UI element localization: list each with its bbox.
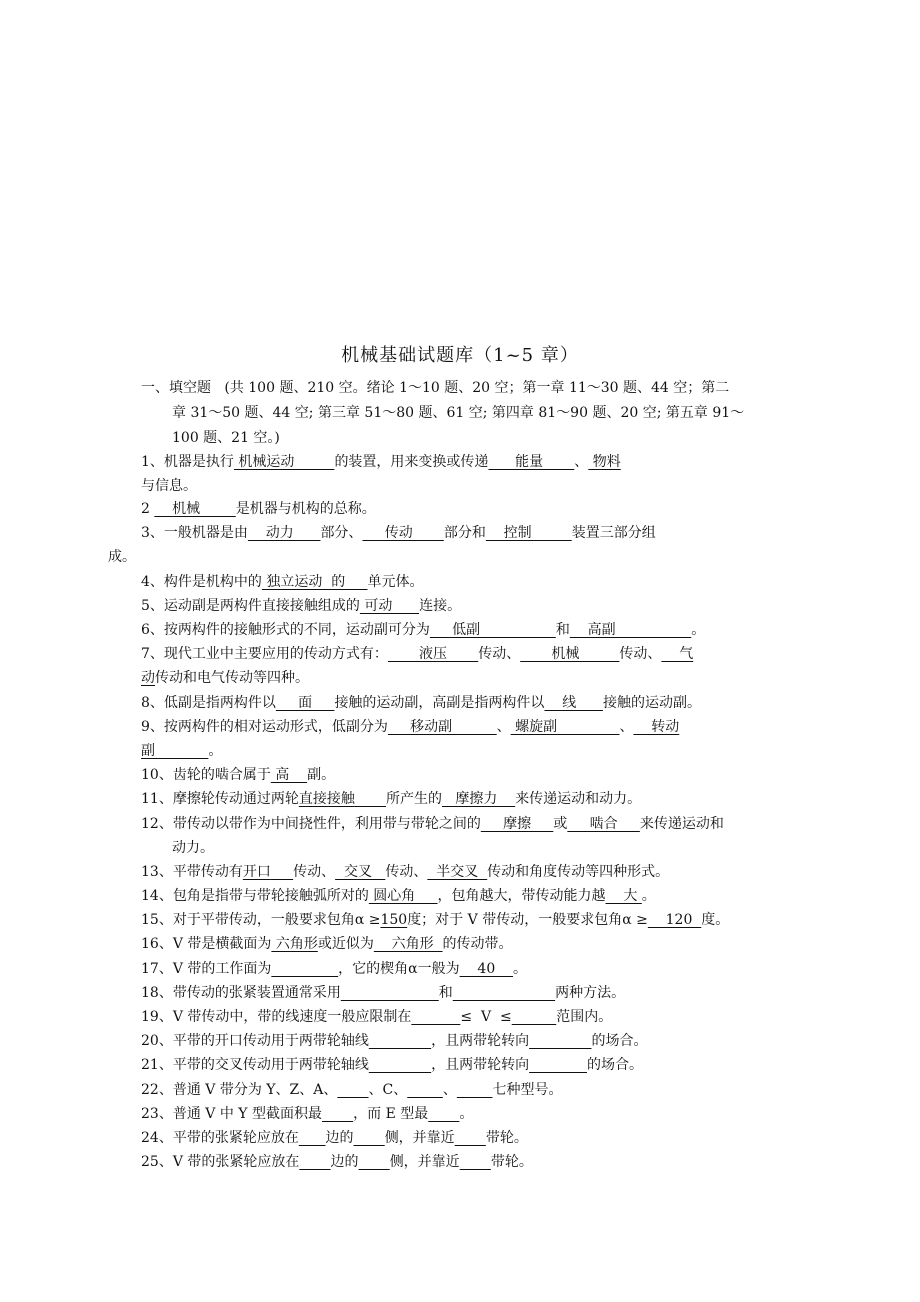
question-16 xyxy=(141,933,513,955)
section-heading xyxy=(141,377,729,399)
q1-text: 、 xyxy=(574,454,589,470)
q15-answer-1: 150 xyxy=(380,912,408,928)
q18-text: 两种方法。 xyxy=(555,985,626,1001)
question-20 xyxy=(141,1030,647,1052)
q13-answer-1: 开口 xyxy=(242,864,271,880)
q21-text: 的场合。 xyxy=(587,1057,643,1073)
q24-text: 24、平带的张紧轮应放在 xyxy=(141,1130,299,1146)
q8-answer-1: 面 xyxy=(275,695,335,711)
q11-answer-1-blank xyxy=(355,791,386,807)
q9-text: 、 xyxy=(619,719,634,735)
q10-text: 10、齿轮的啮合属于 xyxy=(141,767,271,783)
q24-text: 边的 xyxy=(325,1130,354,1146)
q24-blank-1 xyxy=(299,1130,326,1146)
q3-answer-2: 传动 xyxy=(362,525,444,541)
q5-text: 5、运动副是两构件直接接触组成的 xyxy=(141,598,360,614)
q1-text: 的装置，用来变换或传递 xyxy=(334,454,489,470)
q17-text: ，它的楔角α一般为 xyxy=(338,961,460,977)
q25-text: 25、V 带的张紧轮应放在 xyxy=(141,1154,300,1170)
section-note-line-3: 100 题、21 空。) xyxy=(172,430,280,446)
question-13 xyxy=(141,861,669,883)
q13-text: 传动、 xyxy=(385,864,428,880)
q17-text: 17、V 带的工作面为 xyxy=(141,961,272,977)
section-title: 一、填空题 xyxy=(141,380,211,396)
q21-text: ，且两带轮转向 xyxy=(431,1057,530,1073)
q13-answer-3: 半交叉 xyxy=(427,864,488,880)
q13-answer-2: 交叉 xyxy=(335,864,386,880)
q11-text: 11、摩擦轮传动通过两轮 xyxy=(141,791,299,807)
question-24 xyxy=(141,1127,528,1149)
question-21 xyxy=(141,1054,643,1076)
q15-text: 度。 xyxy=(701,912,730,928)
question-10 xyxy=(141,764,335,786)
q7-answer-1: 液压 xyxy=(387,646,479,662)
q9-text: 、 xyxy=(496,719,511,735)
q17-blank-1 xyxy=(271,961,338,977)
q8-text: 8、低副是指两构件以 xyxy=(141,695,276,711)
q25-blank-3 xyxy=(460,1154,491,1170)
q6-text: 和 xyxy=(555,622,570,638)
q19-text: ≤ V ≤ xyxy=(460,1009,512,1025)
q6-text: 6、按两构件的接触形式的不同，运动副可分为 xyxy=(141,622,430,638)
q20-blank-2 xyxy=(529,1033,591,1049)
q6-answer-2: 高副 xyxy=(569,622,692,638)
q20-blank-1 xyxy=(369,1033,431,1049)
q24-text: 带轮。 xyxy=(485,1130,528,1146)
q16-text: 16、V 带是横截面为 xyxy=(141,936,272,952)
q20-text: 20、平带的开口传动用于两带轮轴线 xyxy=(141,1033,369,1049)
q5-text: 连接。 xyxy=(419,598,462,614)
q23-text: ，而 E 型最 xyxy=(353,1106,429,1122)
q6-text: 。 xyxy=(691,622,706,638)
q14-text: 14、包角是指带与带轮接触弧所对的 xyxy=(141,888,369,904)
q24-text: 侧，并靠近 xyxy=(384,1130,455,1146)
q25-blank-2 xyxy=(359,1154,390,1170)
q3-text: 装置三部分组 xyxy=(571,525,656,541)
q16-answer-2: 六角形 xyxy=(373,936,443,952)
q22-blank-3 xyxy=(457,1082,493,1098)
q21-text: 21、平带的交叉传动用于两带轮轴线 xyxy=(141,1057,369,1073)
q14-text: 。 xyxy=(641,888,656,904)
q5-answer: 可动 xyxy=(359,598,420,614)
q18-text: 18、带传动的张紧装置通常采用 xyxy=(141,985,341,1001)
q24-blank-2 xyxy=(354,1130,385,1146)
q9-text: 。 xyxy=(208,743,223,759)
q11-answer-1: 直接接触 xyxy=(298,791,355,807)
question-8 xyxy=(141,692,701,714)
q24-blank-3 xyxy=(455,1130,486,1146)
q11-answer-2: 摩擦力 xyxy=(441,791,516,807)
q19-blank-1 xyxy=(411,1009,460,1025)
q11-text: 来传递运动和动力。 xyxy=(515,791,642,807)
q14-text: ，包角越大，带传动能力越 xyxy=(437,888,606,904)
q22-blank-1 xyxy=(337,1082,368,1098)
q9-text: 9、按两构件的相对运动形式，低副分为 xyxy=(141,719,388,735)
question-9-cont xyxy=(141,740,222,762)
question-3-cont: 成。 xyxy=(108,549,136,565)
q22-text: 七种型号。 xyxy=(492,1082,563,1098)
q23-blank-2 xyxy=(428,1106,459,1122)
question-14 xyxy=(141,885,656,907)
q13-text: 传动、 xyxy=(293,864,336,880)
q1-text: 1、机器是执行 xyxy=(141,454,234,470)
question-7 xyxy=(141,643,693,665)
q1-answer-3: 物料 xyxy=(588,454,621,470)
q13-text: 13、平带传动有 xyxy=(141,864,243,880)
question-3 xyxy=(141,522,656,544)
question-17 xyxy=(141,958,527,980)
q1-answer-2: 能量 xyxy=(488,454,575,470)
q9-answer-1: 移动副 xyxy=(387,719,497,735)
q13-text: 传动和角度传动等四种形式。 xyxy=(487,864,670,880)
question-1-cont: 与信息。 xyxy=(141,478,197,494)
q21-blank-2 xyxy=(529,1057,587,1073)
question-5 xyxy=(141,595,461,617)
q22-text: 22、普通 V 带分为 Y、Z、A、 xyxy=(141,1082,338,1098)
q18-text: 和 xyxy=(438,985,453,1001)
q3-text: 3、一般机器是由 xyxy=(141,525,248,541)
q12-answer-2: 啮合 xyxy=(567,816,640,832)
q1-answer-1: 机械运动 xyxy=(233,454,335,470)
q12-answer-1: 摩擦 xyxy=(480,816,554,832)
question-19 xyxy=(141,1006,612,1028)
q15-text: 15、对于平带传动，一般要求包角α ≥ xyxy=(141,912,381,928)
q22-text: 、 xyxy=(442,1082,457,1098)
q7-text: 7、现代工业中主要应用的传动方式有： xyxy=(141,646,388,662)
q19-text: 范围内。 xyxy=(556,1009,613,1025)
q14-answer-2: 大 xyxy=(605,888,642,904)
q17-text: 。 xyxy=(513,961,528,977)
question-12-cont: 动力。 xyxy=(172,840,214,856)
q19-text: 19、V 带传动中，带的线速度一般应限制在 xyxy=(141,1009,412,1025)
q18-blank-1 xyxy=(341,985,439,1001)
question-22 xyxy=(141,1079,562,1101)
q18-blank-2 xyxy=(453,985,555,1001)
q7-answer-3: 气 xyxy=(661,646,694,662)
q17-answer-2: 40 xyxy=(459,961,514,977)
q3-text: 部分、 xyxy=(320,525,363,541)
question-2 xyxy=(141,498,376,520)
q21-blank-1 xyxy=(369,1057,431,1073)
question-12 xyxy=(141,813,724,835)
q7-text: 传动和电气传动等四种。 xyxy=(155,670,309,686)
q7-answer-3-cont: 动 xyxy=(141,670,155,686)
q9-answer-3: 转动 xyxy=(633,719,680,735)
q23-text: 23、普通 V 中 Y 型截面积最 xyxy=(141,1106,322,1122)
q7-text: 传动、 xyxy=(478,646,521,662)
q13-answer-1-blank xyxy=(271,864,293,880)
question-7-cont xyxy=(141,667,309,689)
q8-text: 接触的运动副，高副是指两构件以 xyxy=(334,695,545,711)
question-6 xyxy=(141,619,705,641)
q15-answer-2: 120 xyxy=(647,912,702,928)
q14-answer-1: 圆心角 xyxy=(368,888,438,904)
q3-text: 部分和 xyxy=(443,525,486,541)
q23-blank-1 xyxy=(322,1106,353,1122)
q2-text: 是机器与机构的总称。 xyxy=(235,501,376,517)
q3-answer-1: 动力 xyxy=(247,525,321,541)
q4-text: 单元体。 xyxy=(367,574,424,590)
q4-text: 4、构件是机构中的 xyxy=(141,574,262,590)
q4-answer: 独立运动 的 xyxy=(261,574,368,590)
q19-blank-2 xyxy=(512,1009,557,1025)
question-18 xyxy=(141,982,625,1004)
question-11 xyxy=(141,788,641,810)
q25-text: 侧，并靠近 xyxy=(389,1154,460,1170)
q9-answer-3-cont: 副 xyxy=(141,743,209,759)
q10-text: 副。 xyxy=(307,767,336,783)
question-25 xyxy=(141,1151,533,1173)
q8-text: 接触的运动副。 xyxy=(602,695,701,711)
q22-blank-2 xyxy=(407,1082,443,1098)
q15-text: 度；对于 V 带传动，一般要求包角α ≥ xyxy=(407,912,648,928)
q25-blank-1 xyxy=(299,1154,330,1170)
q23-text: 。 xyxy=(459,1106,474,1122)
q16-answer-1: 六角形 xyxy=(271,936,318,952)
q3-answer-3: 控制 xyxy=(485,525,572,541)
q22-text: 、C、 xyxy=(368,1082,408,1098)
q10-answer: 高 xyxy=(270,767,308,783)
q2-text: 2 xyxy=(141,501,155,517)
q20-text: 的场合。 xyxy=(591,1033,648,1049)
q2-answer: 机械 xyxy=(154,501,236,517)
q12-text: 或 xyxy=(553,816,568,832)
q20-text: ，且两带轮转向 xyxy=(431,1033,530,1049)
page-title: 机械基础试题库（1~5 章） xyxy=(341,345,579,366)
section-note: (共 100 题、210 空。绪论 1～10 题、20 空；第一章 11～30 题、44 空；第二 xyxy=(224,380,730,396)
q8-answer-2: 线 xyxy=(544,695,603,711)
question-1 xyxy=(141,451,621,473)
q7-text: 传动、 xyxy=(619,646,662,662)
q6-answer-1: 低副 xyxy=(429,622,556,638)
question-15 xyxy=(141,909,729,931)
q25-text: 边的 xyxy=(330,1154,359,1170)
q12-text: 12、带传动以带作为中间挠性件，利用带与带轮之间的 xyxy=(141,816,481,832)
q9-answer-2: 螺旋副 xyxy=(510,719,620,735)
q25-text: 带轮。 xyxy=(490,1154,533,1170)
q11-text: 所产生的 xyxy=(385,791,442,807)
q16-text: 或近似为 xyxy=(317,936,374,952)
section-note-line-2: 章 31～50 题、44 空; 第三章 51～80 题、61 空; 第四章 81～90 题、20 空; 第五章 91～ xyxy=(172,405,745,421)
q7-answer-2: 机械 xyxy=(520,646,620,662)
q16-text: 的传动带。 xyxy=(442,936,513,952)
q12-text: 来传递运动和 xyxy=(639,816,724,832)
question-4 xyxy=(141,571,424,593)
question-23 xyxy=(141,1103,473,1125)
question-9 xyxy=(141,716,679,738)
